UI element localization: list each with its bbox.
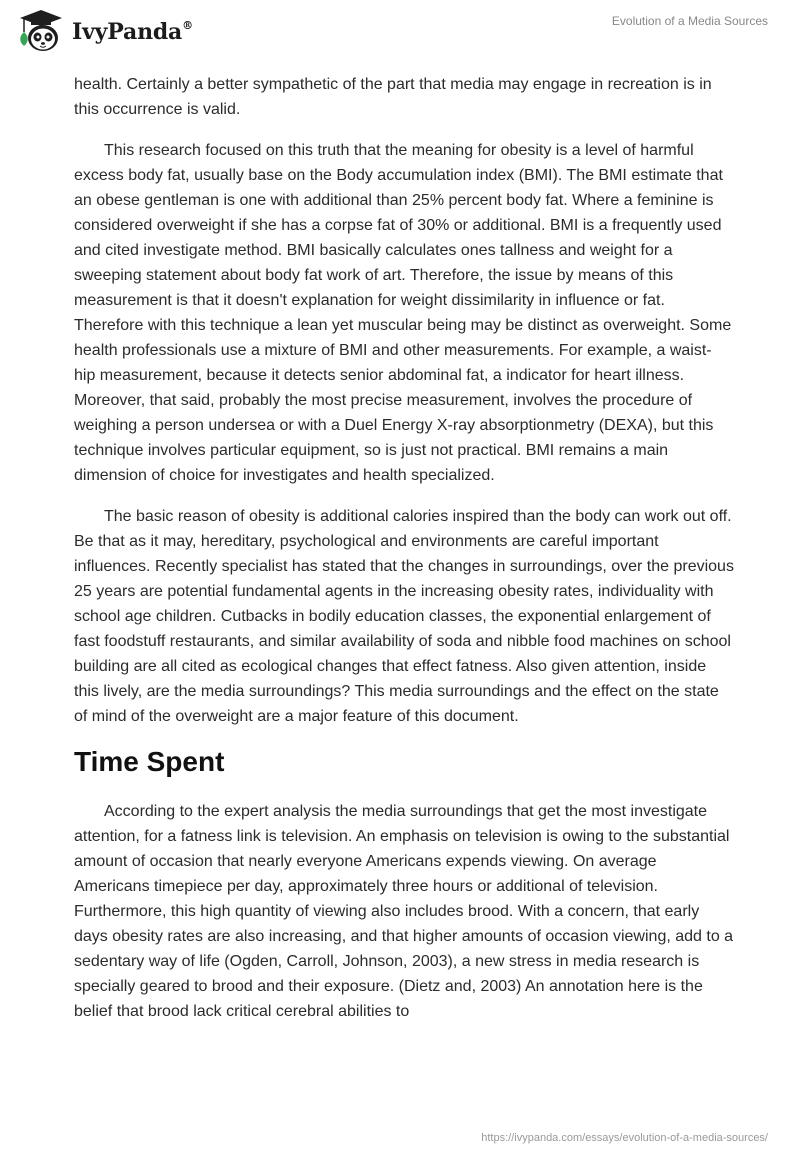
brand-name-text: IvyPanda bbox=[72, 19, 183, 45]
paragraph-causes: The basic reason of obesity is additional calories inspired than the body can work out off. Be that as it may, hereditary, psychological and environments are careful important influences. Recently specialist has stated that the changes in surroundings, over the previous 25 years are potential fundamental agents in the increasing obesity rates, individuality with school age children. Cutbacks in bodily education classes, the exponential enlargement of fast foodstuff restaurants, and similar availability of soda and nibble food machines on school building are all cited as ecological changes that effect fatness. Also given attention, inside this lively, are the media surroundings? This media surroundings and the effect on the state of mind of the overweight are a major feature of this document. bbox=[74, 508, 734, 725]
page-header bbox=[0, 0, 800, 60]
paragraph-bmi: This research focused on this truth that the meaning for obesity is a level of harmful excess body fat, usually base on the Body accumulation index (BMI). The BMI estimate that an obese gentleman is one with additional than 25% percent body fat. Where a feminine is considered overweight if she has a corpse fat of 30% or additional. BMI is a frequently used and cited investigate method. BMI basically calculates ones tallness and weight for a sweeping statement about body fat work of art. Therefore, the issue by means of this measurement is that it doesn't explanation for weight dissimilarity in influence or fat. Therefore with this technique a lean yet muscular being may be distinct as overweight. Some health professionals use a mixture of BMI and other measurements. For example, a waist- hip measurement, because it detects senior abdominal fat, a indicator for heart illness. Moreover, that said, probably the most precise measurement, involves the procedure of weighing a person undersea or with a Duel Energy X-ray absorptionmetry (DEXA), but this technique involves particular equipment, so is just not practical. BMI remains a main dimension of choice for investigates and health specialized. bbox=[74, 142, 732, 484]
paragraph-television: According to the expert analysis the media surroundings that get the most investigate attention, for a fatness link is television. An emphasis on television is owing to the substantial amount of occasion that nearly everyone Americans expends viewing. On average Americans timepiece per day, approximately three hours or additional of television. Furthermore, this high quantity of viewing also includes brood. With a concern, that early days obesity rates are also increasing, and that higher amounts of occasion viewing, add to a sedentary way of life (Ogden, Carroll, Johnson, 2003), a new stress in media research is specially geared to brood and their exposure. (Dietz and, 2003) An annotation here is the belief that brood lack critical cerebral abilities to bbox=[74, 803, 734, 1020]
source-url[interactable]: https://ivypanda.com/essays/evolution-of-a-media-sources/ bbox=[481, 1132, 768, 1144]
brand-name bbox=[72, 19, 193, 45]
paragraph-continued: health. Certainly a better sympathetic of the part that media may engage in recreation is in this occurrence is valid. bbox=[74, 76, 712, 118]
panda-graduate-icon bbox=[16, 8, 66, 54]
registered-mark: ® bbox=[182, 18, 193, 32]
section-heading-time-spent: Time Spent bbox=[74, 746, 225, 777]
essay-body bbox=[74, 72, 734, 1040]
ivypanda-logo[interactable] bbox=[16, 8, 193, 54]
document-title: Evolution of a Media Sources bbox=[611, 14, 768, 28]
